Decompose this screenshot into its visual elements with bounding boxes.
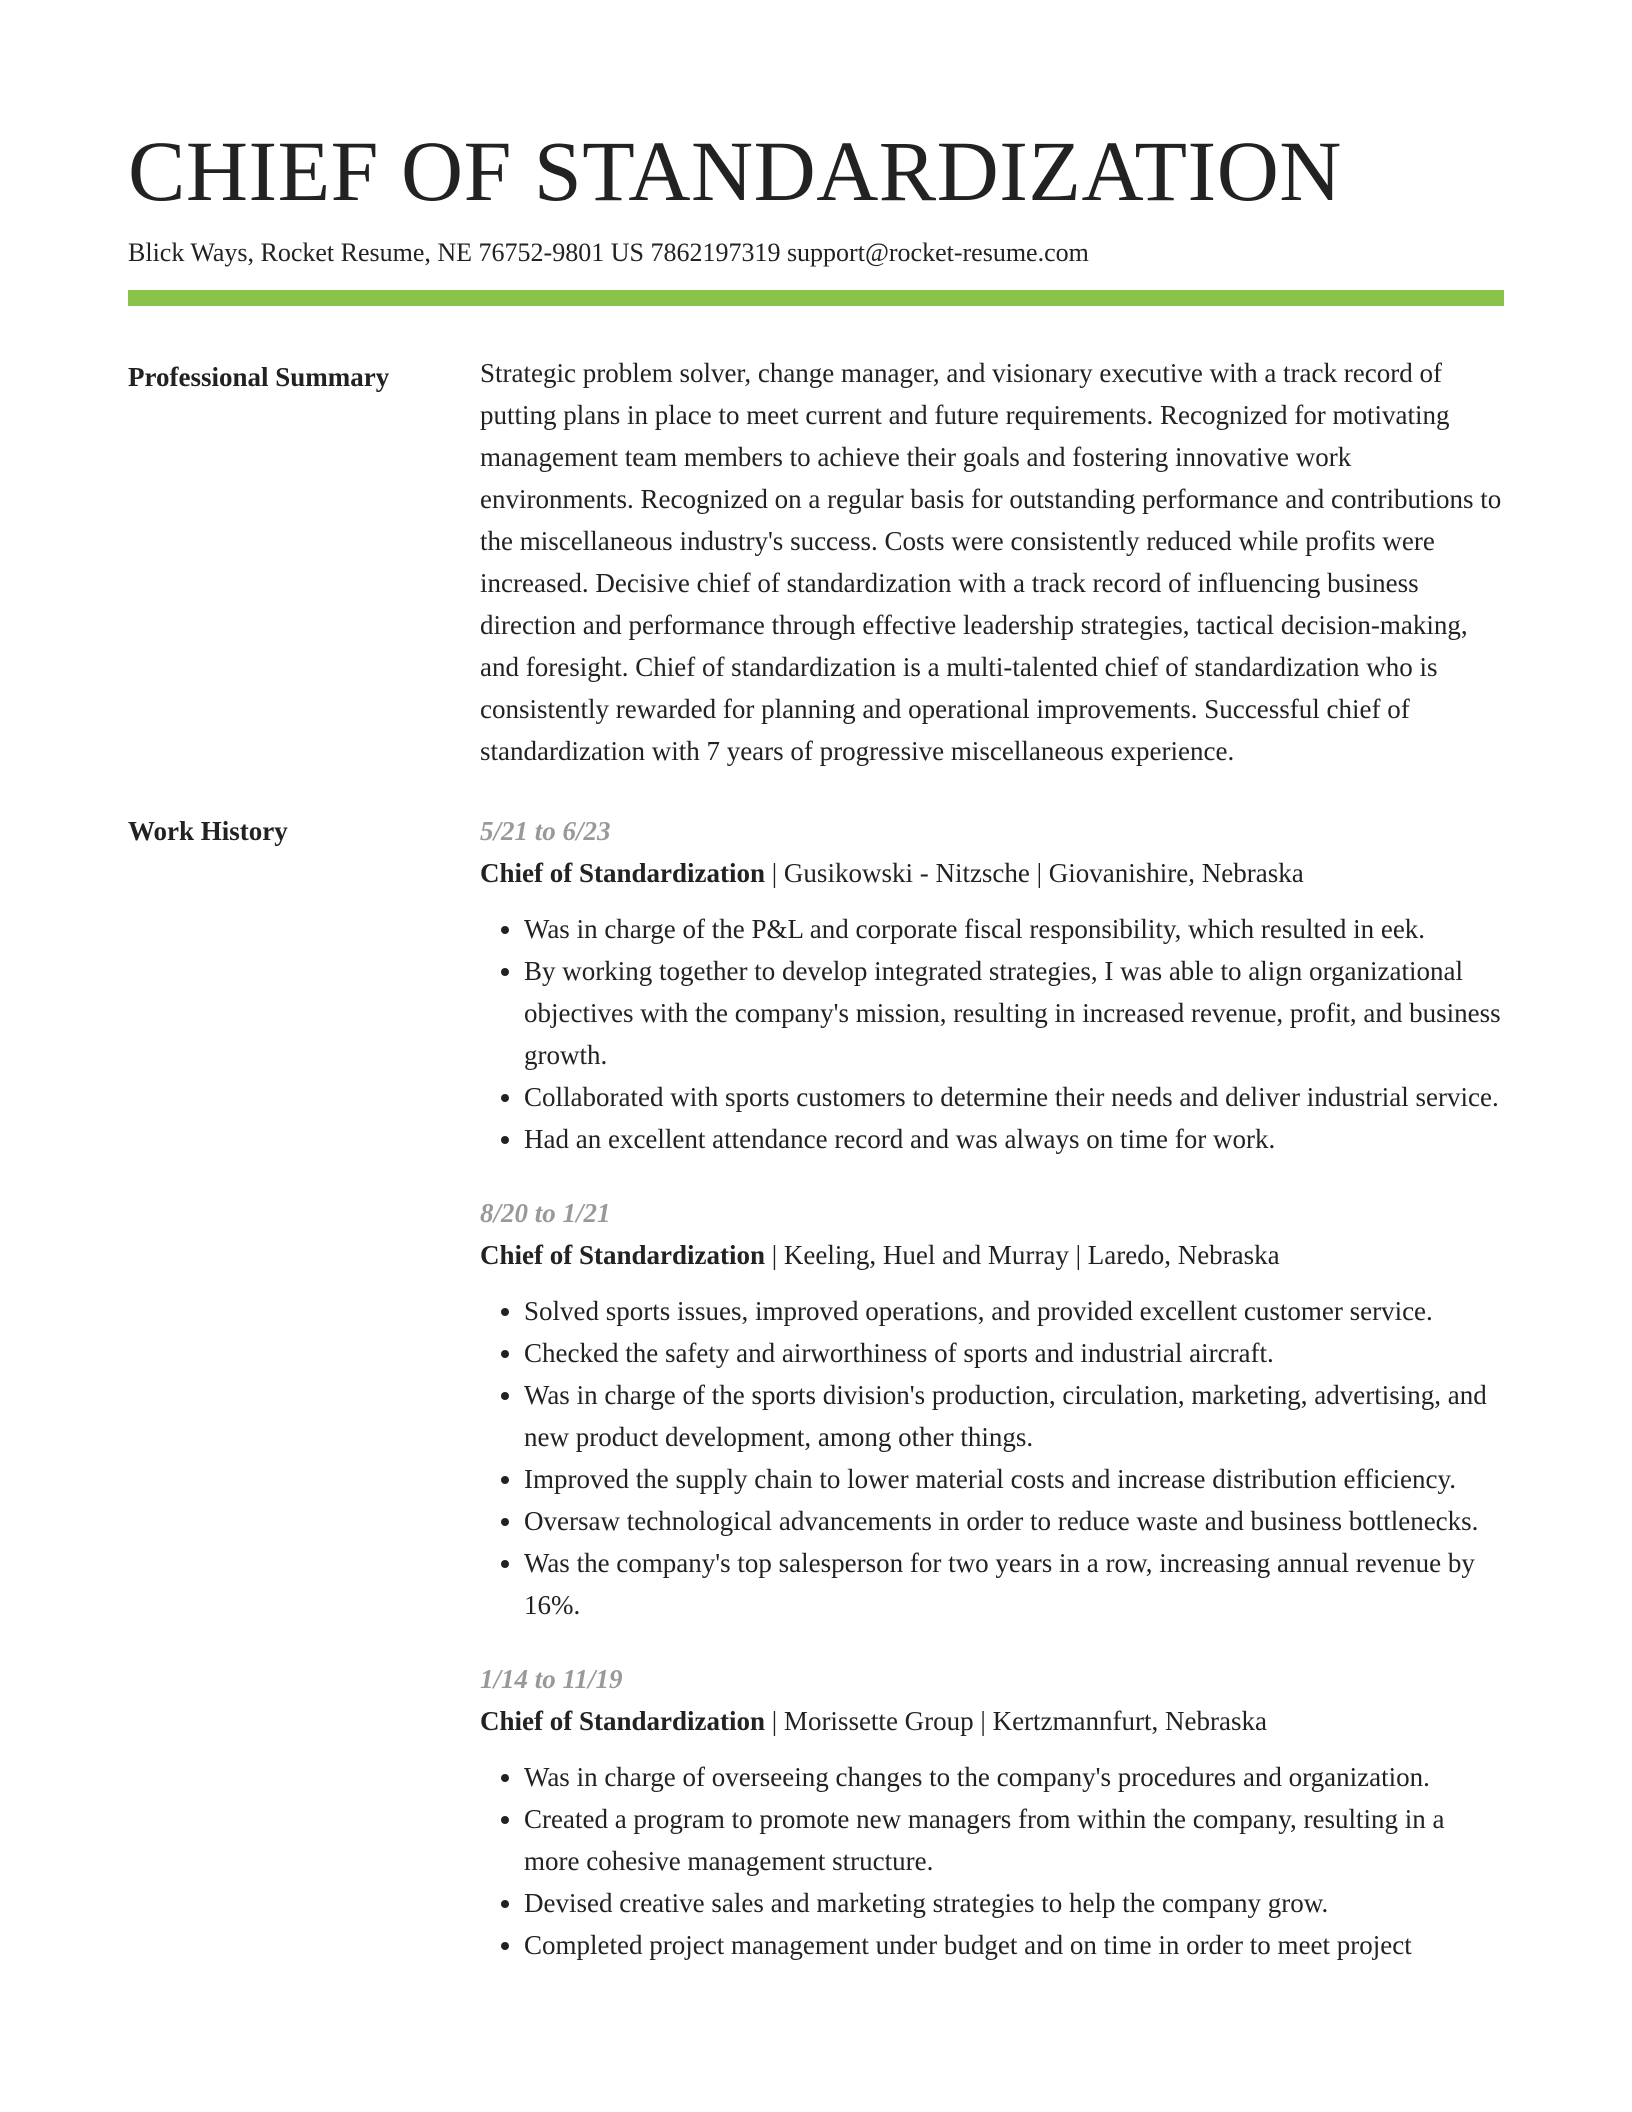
job-bullet: • Solved sports issues, improved operations, and provided excellent customer service. bbox=[524, 1290, 1504, 1332]
job-title: Chief of Standardization bbox=[480, 1240, 766, 1270]
job-entry bbox=[480, 810, 1504, 1160]
job-company-location: | Gusikowski - Nitzsche | Giovanishire, Nebraska bbox=[765, 858, 1304, 888]
summary-body bbox=[480, 356, 1504, 772]
work-history-section bbox=[128, 810, 1504, 1998]
job-bullet: • Checked the safety and airworthiness of sports and industrial aircraft. bbox=[524, 1332, 1504, 1374]
work-history-heading: Work History bbox=[128, 816, 288, 846]
job-heading bbox=[480, 852, 1504, 894]
job-bullet: • Was in charge of overseeing changes to the company's procedures and organization. bbox=[524, 1756, 1504, 1798]
summary-text: Strategic problem solver, change manager, and visionary executive with a track record of putting plans in place to meet current and future requirements. Recognized for motivating management team members to achieve their goals and fostering innovative work environments. Recognized on a regular basis for outstanding performance and contributions to the miscellaneous industry's success. Costs were consistently reduced while profits were increased. Decisive chief of standardization with a track record of influencing business direction and performance through effective leadership strategies, tactical decision-making, and foresight. Chief of standardization is a multi-talented chief of standardization who is consistently rewarded for planning and operational improvements. Successful chief of standardization with 7 years of progressive miscellaneous experience. bbox=[480, 358, 1502, 766]
job-bullet-list bbox=[480, 1756, 1504, 1966]
job-dates: 1/14 to 11/19 bbox=[480, 1664, 623, 1694]
job-bullet: • Created a program to promote new managers from within the company, resulting in a more cohesive management structure. bbox=[524, 1798, 1504, 1882]
job-bullet: • By working together to develop integrated strategies, I was able to align organizational objectives with the company's mission, resulting in increased revenue, profit, and business growth. bbox=[524, 950, 1504, 1076]
job-bullet: • Had an excellent attendance record and was always on time for work. bbox=[524, 1118, 1504, 1160]
job-heading bbox=[480, 1234, 1504, 1276]
job-heading bbox=[480, 1700, 1504, 1742]
job-company-location: | Morissette Group | Kertzmannfurt, Nebraska bbox=[765, 1706, 1267, 1736]
job-title: Chief of Standardization bbox=[480, 858, 766, 888]
job-dates: 5/21 to 6/23 bbox=[480, 816, 611, 846]
job-bullet: • Improved the supply chain to lower material costs and increase distribution efficiency. bbox=[524, 1458, 1504, 1500]
summary-section bbox=[128, 356, 1504, 772]
job-bullet: • Oversaw technological advancements in order to reduce waste and business bottlenecks. bbox=[524, 1500, 1504, 1542]
work-history-body bbox=[480, 810, 1504, 1998]
accent-divider bbox=[128, 290, 1504, 306]
job-bullet: • Was the company's top salesperson for two years in a row, increasing annual revenue by 16%. bbox=[524, 1542, 1504, 1626]
job-dates: 8/20 to 1/21 bbox=[480, 1198, 611, 1228]
job-entry bbox=[480, 1192, 1504, 1626]
resume-page bbox=[128, 0, 1504, 1998]
job-bullet: • Completed project management under budget and on time in order to meet project bbox=[524, 1924, 1504, 1966]
job-bullet-list bbox=[480, 1290, 1504, 1626]
job-company-location: | Keeling, Huel and Murray | Laredo, Nebraska bbox=[765, 1240, 1280, 1270]
job-bullet: • Was in charge of the P&L and corporate fiscal responsibility, which resulted in eek. bbox=[524, 908, 1504, 950]
job-bullet: • Was in charge of the sports division's production, circulation, marketing, advertising, and new product development, among other things. bbox=[524, 1374, 1504, 1458]
job-title: Chief of Standardization bbox=[480, 1706, 766, 1736]
job-entry bbox=[480, 1658, 1504, 1966]
job-bullet: • Collaborated with sports customers to determine their needs and deliver industrial service. bbox=[524, 1076, 1504, 1118]
job-bullet: • Devised creative sales and marketing strategies to help the company grow. bbox=[524, 1882, 1504, 1924]
summary-heading: Professional Summary bbox=[128, 362, 390, 392]
resume-name: CHIEF OF STANDARDIZATION bbox=[128, 123, 1342, 219]
job-bullet-list bbox=[480, 908, 1504, 1160]
contact-line: Blick Ways, Rocket Resume, NE 76752-9801 US 7862197319 support@rocket-resume.com bbox=[128, 238, 1089, 267]
